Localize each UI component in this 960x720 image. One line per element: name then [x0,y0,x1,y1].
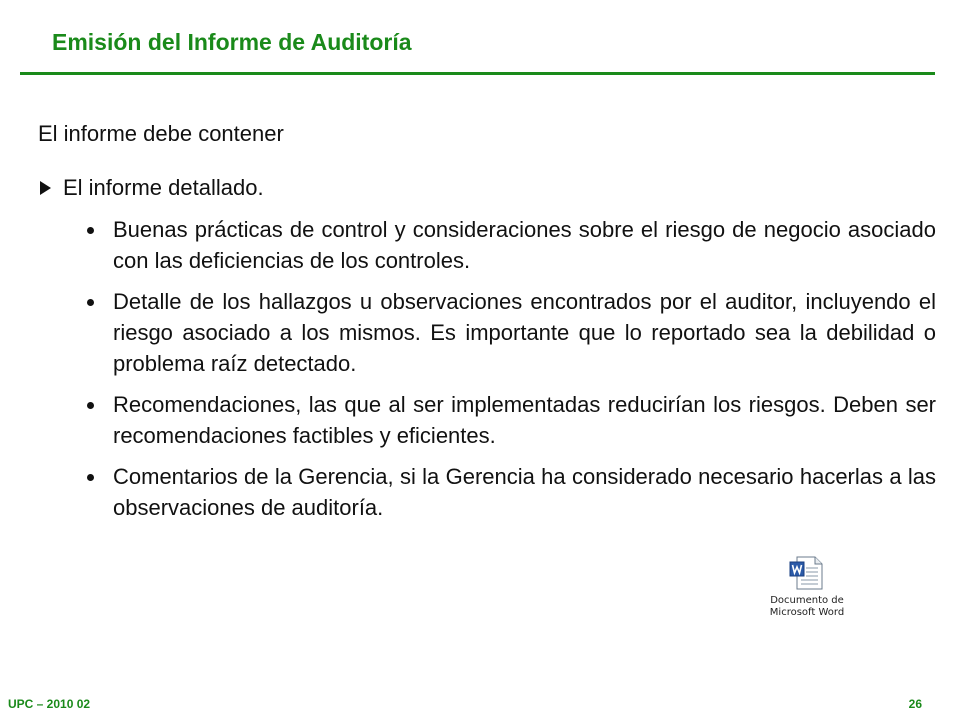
list-item [84,389,936,451]
list-item-text: Recomendaciones, las que al ser implementadas reducirían los riesgos. Deben ser recomendaciones factibles y eficientes. [113,392,936,448]
bullet-dot-icon [87,299,94,306]
embedded-word-document[interactable] [760,556,854,619]
arrow-bullet-icon [40,181,51,195]
intro-text: El informe debe contener [38,121,284,146]
subheading-text: El informe detallado. [63,175,264,200]
footer-label: UPC – 2010 02 [8,697,91,711]
word-document-icon [789,556,825,590]
page-number: 26 [908,697,922,711]
bullet-dot-icon [87,402,94,409]
caption-line: Microsoft Word [769,607,845,618]
list-item [84,214,936,276]
bullet-list [84,214,936,533]
caption-line: Documento de [770,595,844,606]
list-item-text: Comentarios de la Gerencia, si la Gerencia ha considerado necesario hacerlas a las observaciones de auditoría. [113,464,936,520]
subheading [38,175,264,201]
bullet-dot-icon [87,474,94,481]
title-divider [20,72,935,75]
list-item [84,286,936,379]
embedded-document-caption [760,595,854,619]
bullet-dot-icon [87,227,94,234]
list-item-text: Buenas prácticas de control y consideraciones sobre el riesgo de negocio asociado con las deficiencias de los controles. [113,217,936,273]
list-item [84,461,936,523]
list-item-text: Detalle de los hallazgos u observaciones encontrados por el auditor, incluyendo el riesgo asociado a los mismos. Es importante que lo reportado sea la debilidad o problema raíz detectado. [113,289,936,376]
slide-title: Emisión del Informe de Auditoría [52,29,412,55]
